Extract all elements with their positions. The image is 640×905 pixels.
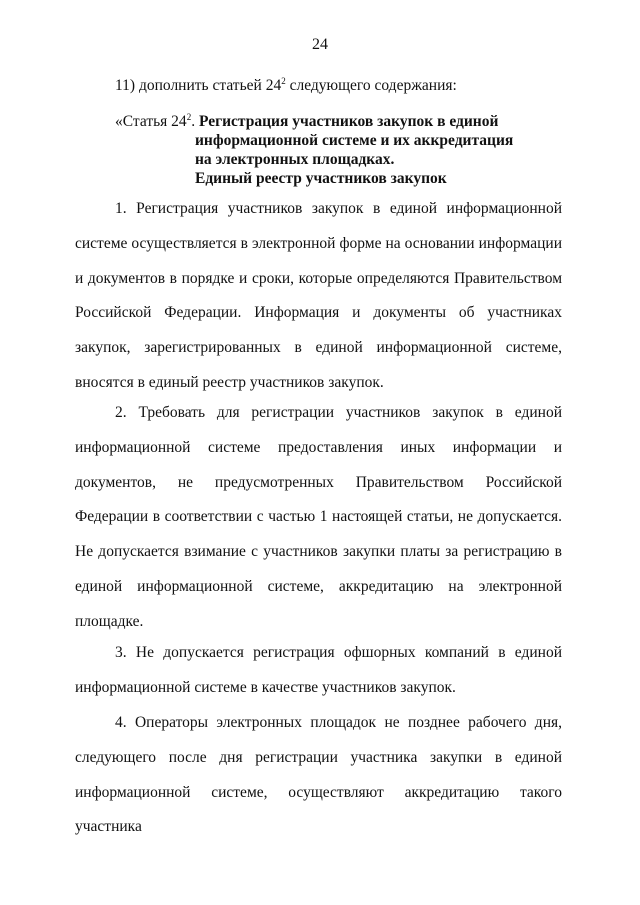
article-title-line-4: Единый реестр участников закупок bbox=[195, 170, 447, 187]
intro-superscript: 2 bbox=[281, 76, 286, 86]
article-prefix-end: . bbox=[191, 113, 199, 130]
article-title-line-3: на электронных площадках. bbox=[195, 151, 395, 168]
paragraph-3: 3. Не допускается регистрация офшорных компаний в единой информационной системе в качестве участников закупок. bbox=[75, 644, 562, 696]
article-superscript: 2 bbox=[186, 112, 192, 122]
paragraph-4: 4. Операторы электронных площадок не позднее рабочего дня, следующего после дня регистрации участника закупки в единой информационной системе, осуществляют аккредитацию такого участника bbox=[75, 714, 562, 836]
article-title-line-2: информационной системе и их аккредитация bbox=[195, 132, 514, 149]
paragraph-2: 2. Требовать для регистрации участников закупок в единой информационной системе предоставления иных информации и документов, не предусмотренных Правительством Российской Федерации в соответствии с частью 1 настоящей статьи, не допускается. Не допускается взимание с участников закупки платы за регистрацию в единой информационной системе, аккредитацию на электронной площадке. bbox=[75, 404, 562, 630]
article-title-line-1: Регистрация участников закупок в единой bbox=[198, 113, 499, 130]
intro-suffix: следующего содержания: bbox=[285, 77, 457, 94]
article-prefix: «Статья 24 bbox=[115, 113, 187, 130]
amendment-intro bbox=[115, 77, 585, 95]
paragraph-1: 1. Регистрация участников закупок в единой информационной системе осуществляется в электронной форме на основании информации и документов в порядке и сроки, которые определяются Правительством Российской Федерации. Информация и документы об участниках закупок, зарегистрированных в единой информационной системе, вносятся в единый реестр участников закупок. bbox=[75, 200, 562, 391]
page-number: 24 bbox=[312, 36, 328, 53]
article-heading bbox=[115, 112, 585, 188]
intro-prefix: 11) дополнить статьей 24 bbox=[115, 77, 282, 94]
